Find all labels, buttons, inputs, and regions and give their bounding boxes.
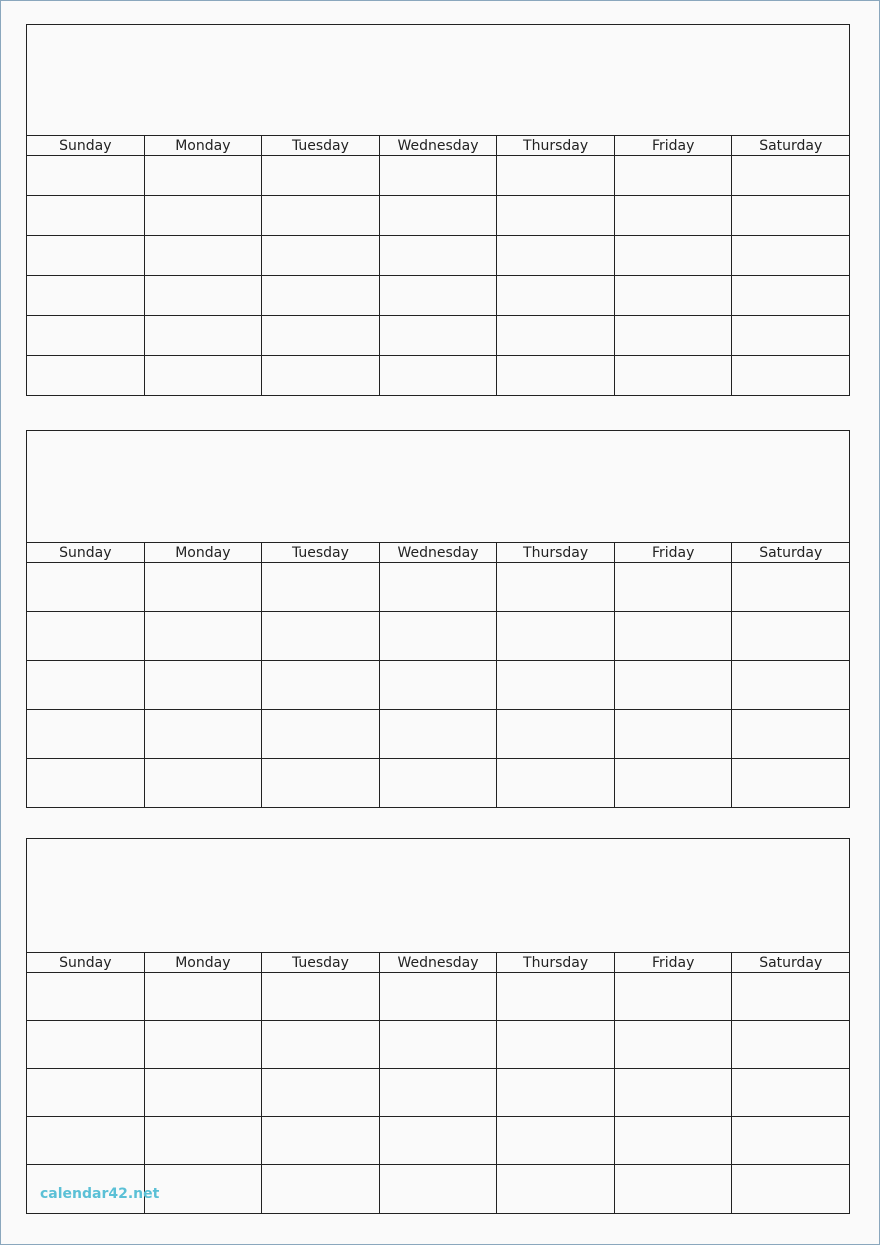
day-cell[interactable] [615, 563, 733, 611]
day-cell[interactable] [380, 1069, 498, 1116]
weekday-friday: Friday [615, 136, 733, 155]
weekday-monday: Monday [145, 543, 263, 562]
day-cell[interactable] [262, 1117, 380, 1164]
day-cell[interactable] [262, 661, 380, 709]
weekday-sunday: Sunday [27, 953, 145, 972]
day-cell[interactable] [262, 710, 380, 758]
day-cell[interactable] [27, 356, 145, 396]
weekday-tuesday: Tuesday [262, 136, 380, 155]
day-cell[interactable] [145, 1069, 263, 1116]
week-row [27, 156, 849, 196]
day-cell[interactable] [497, 1069, 615, 1116]
day-cell[interactable] [145, 563, 263, 611]
day-cell[interactable] [145, 276, 263, 315]
week-row [27, 356, 849, 396]
calendar-weeks [27, 156, 849, 396]
week-row [27, 196, 849, 236]
weekday-thursday: Thursday [497, 953, 615, 972]
day-cell[interactable] [145, 1021, 263, 1068]
day-cell[interactable] [262, 759, 380, 808]
day-cell[interactable] [145, 973, 263, 1020]
day-cell[interactable] [732, 236, 849, 275]
day-cell[interactable] [497, 612, 615, 660]
weekday-thursday: Thursday [497, 136, 615, 155]
day-cell[interactable] [497, 156, 615, 195]
weekday-header-row [27, 136, 849, 156]
day-cell[interactable] [732, 710, 849, 758]
day-cell[interactable] [732, 276, 849, 315]
day-cell[interactable] [732, 156, 849, 195]
day-cell[interactable] [615, 759, 733, 808]
day-cell[interactable] [615, 236, 733, 275]
weekday-sunday: Sunday [27, 136, 145, 155]
day-cell[interactable] [27, 661, 145, 709]
weekday-thursday: Thursday [497, 543, 615, 562]
day-cell[interactable] [732, 1021, 849, 1068]
day-cell[interactable] [732, 1165, 849, 1213]
day-cell[interactable] [732, 316, 849, 355]
day-cell[interactable] [262, 973, 380, 1020]
day-cell[interactable] [27, 759, 145, 808]
day-cell[interactable] [615, 276, 733, 315]
week-row [27, 612, 849, 661]
day-cell[interactable] [732, 563, 849, 611]
weekday-header-row [27, 543, 849, 563]
day-cell[interactable] [380, 563, 498, 611]
day-cell[interactable] [497, 973, 615, 1020]
weekday-wednesday: Wednesday [380, 136, 498, 155]
day-cell[interactable] [27, 236, 145, 275]
day-cell[interactable] [732, 973, 849, 1020]
day-cell[interactable] [497, 196, 615, 235]
week-row [27, 276, 849, 316]
day-cell[interactable] [27, 973, 145, 1020]
day-cell[interactable] [497, 276, 615, 315]
day-cell[interactable] [262, 1165, 380, 1213]
day-cell[interactable] [262, 356, 380, 396]
day-cell[interactable] [145, 661, 263, 709]
day-cell[interactable] [615, 710, 733, 758]
day-cell[interactable] [262, 1069, 380, 1116]
day-cell[interactable] [27, 612, 145, 660]
day-cell[interactable] [27, 1021, 145, 1068]
day-cell[interactable] [497, 563, 615, 611]
day-cell[interactable] [497, 710, 615, 758]
day-cell[interactable] [380, 973, 498, 1020]
calendar-weeks [27, 973, 849, 1213]
day-cell[interactable] [262, 276, 380, 315]
calendar-weeks [27, 563, 849, 808]
watermark-text: calendar42.net [40, 1186, 160, 1202]
day-cell[interactable] [27, 710, 145, 758]
week-row [27, 973, 849, 1021]
week-row [27, 316, 849, 356]
weekday-tuesday: Tuesday [262, 953, 380, 972]
day-cell[interactable] [615, 661, 733, 709]
weekday-monday: Monday [145, 136, 263, 155]
day-cell[interactable] [615, 156, 733, 195]
week-row [27, 1021, 849, 1069]
day-cell[interactable] [380, 276, 498, 315]
day-cell[interactable] [262, 1021, 380, 1068]
day-cell[interactable] [262, 316, 380, 355]
calendar-1 [26, 24, 850, 396]
day-cell[interactable] [497, 356, 615, 396]
day-cell[interactable] [380, 196, 498, 235]
day-cell[interactable] [380, 356, 498, 396]
day-cell[interactable] [27, 316, 145, 355]
day-cell[interactable] [615, 356, 733, 396]
week-row [27, 236, 849, 276]
week-row [27, 1117, 849, 1165]
week-row [27, 1069, 849, 1117]
day-cell[interactable] [732, 356, 849, 396]
day-cell[interactable] [145, 1165, 263, 1213]
day-cell[interactable] [27, 196, 145, 235]
weekday-header-row [27, 953, 849, 973]
day-cell[interactable] [615, 1117, 733, 1164]
day-cell[interactable] [262, 156, 380, 195]
day-cell[interactable] [732, 759, 849, 808]
day-cell[interactable] [732, 661, 849, 709]
day-cell[interactable] [497, 1021, 615, 1068]
day-cell[interactable] [380, 612, 498, 660]
day-cell[interactable] [27, 1069, 145, 1116]
day-cell[interactable] [497, 236, 615, 275]
day-cell[interactable] [380, 1165, 498, 1213]
day-cell[interactable] [262, 196, 380, 235]
day-cell[interactable] [732, 196, 849, 235]
calendar-title-area [27, 431, 849, 543]
day-cell[interactable] [262, 612, 380, 660]
weekday-friday: Friday [615, 953, 733, 972]
weekday-saturday: Saturday [759, 545, 823, 561]
day-cell[interactable] [380, 156, 498, 195]
day-cell[interactable] [615, 1165, 733, 1213]
day-cell[interactable] [615, 612, 733, 660]
day-cell[interactable] [145, 196, 263, 235]
weekday-wednesday: Wednesday [380, 953, 498, 972]
week-row [27, 563, 849, 612]
weekday-saturday: Saturday [759, 955, 823, 971]
day-cell[interactable] [497, 1117, 615, 1164]
day-cell[interactable] [380, 236, 498, 275]
day-cell[interactable] [380, 316, 498, 355]
calendar-title-area [27, 839, 849, 953]
week-row [27, 759, 849, 808]
day-cell[interactable] [732, 1069, 849, 1116]
day-cell[interactable] [262, 563, 380, 611]
day-cell[interactable] [615, 1069, 733, 1116]
day-cell[interactable] [732, 1117, 849, 1164]
day-cell[interactable] [615, 973, 733, 1020]
day-cell[interactable] [145, 236, 263, 275]
day-cell[interactable] [497, 316, 615, 355]
day-cell[interactable] [497, 661, 615, 709]
day-cell[interactable] [145, 710, 263, 758]
day-cell[interactable] [380, 759, 498, 808]
weekday-wednesday: Wednesday [380, 543, 498, 562]
day-cell[interactable] [615, 196, 733, 235]
weekday-tuesday: Tuesday [262, 543, 380, 562]
day-cell[interactable] [145, 356, 263, 396]
day-cell[interactable] [497, 1165, 615, 1213]
day-cell[interactable] [27, 156, 145, 195]
calendar-2 [26, 430, 850, 808]
calendar-3 [26, 838, 850, 1214]
weekday-saturday: Saturday [759, 138, 823, 154]
day-cell[interactable] [27, 563, 145, 611]
day-cell[interactable] [380, 1021, 498, 1068]
day-cell[interactable] [497, 759, 615, 808]
calendar-title-area [27, 25, 849, 136]
day-cell[interactable] [380, 661, 498, 709]
weekday-sunday: Sunday [27, 543, 145, 562]
day-cell[interactable] [145, 156, 263, 195]
day-cell[interactable] [27, 1117, 145, 1164]
day-cell[interactable] [615, 316, 733, 355]
day-cell[interactable] [27, 276, 145, 315]
day-cell[interactable] [145, 316, 263, 355]
week-row [27, 661, 849, 710]
day-cell[interactable] [615, 1021, 733, 1068]
day-cell[interactable] [262, 236, 380, 275]
day-cell[interactable] [380, 710, 498, 758]
week-row [27, 710, 849, 759]
day-cell[interactable] [145, 759, 263, 808]
day-cell[interactable] [145, 1117, 263, 1164]
day-cell[interactable] [732, 612, 849, 660]
day-cell[interactable] [380, 1117, 498, 1164]
day-cell[interactable] [145, 612, 263, 660]
weekday-monday: Monday [145, 953, 263, 972]
weekday-friday: Friday [615, 543, 733, 562]
